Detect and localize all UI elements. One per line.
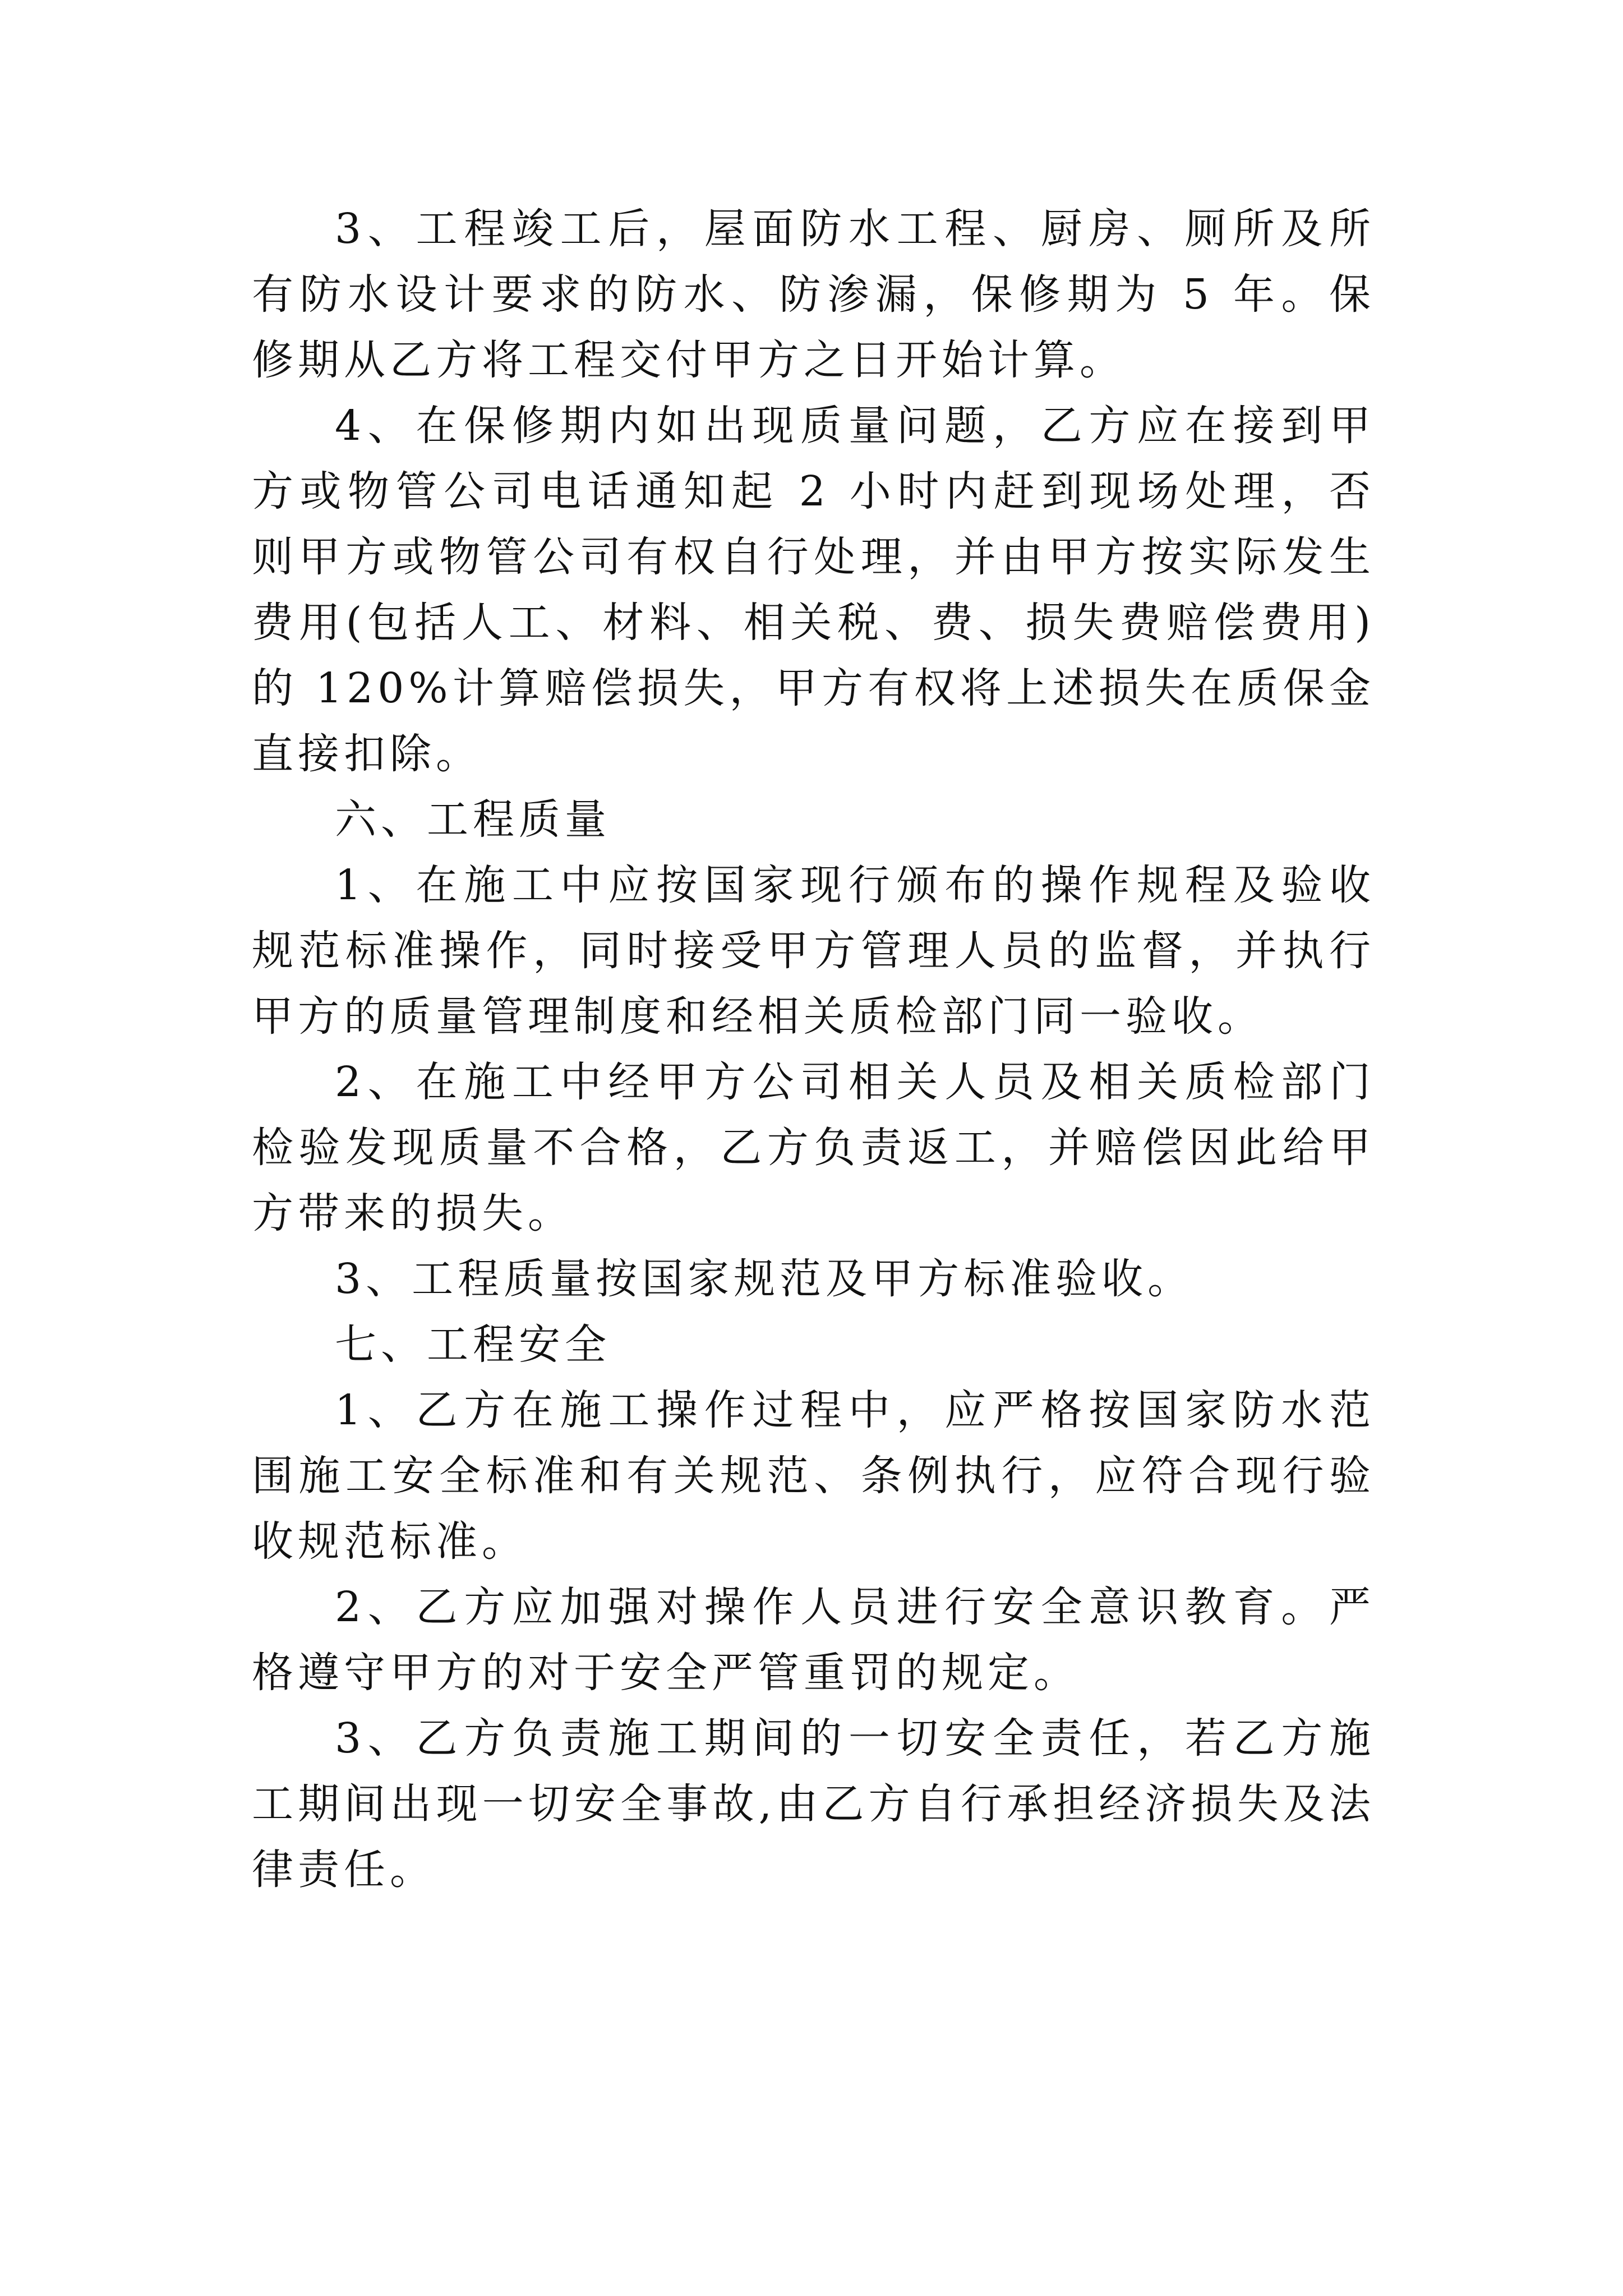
section-heading-7: 七、工程安全 xyxy=(335,1320,611,1369)
clause-7-2: 2、乙方应加强对操作人员进行安全意识教育。严格遵守甲方的对于安全严管重罚的规定。 xyxy=(252,1583,1375,1697)
clause-6-3: 3、工程质量按国家规范及甲方标准验收。 xyxy=(335,1255,1194,1303)
document-body xyxy=(252,196,1375,1903)
clause-7-1: 1、乙方在施工操作过程中，应严格按国家防水范围施工安全标准和有关规范、条例执行，应符合现行验收规范标准。 xyxy=(252,1386,1375,1566)
clause-5-3: 3、工程竣工后，屋面防水工程、厨房、厕所及所有防水设计要求的防水、防渗漏，保修期为 5 年。保修期从乙方将工程交付甲方之日开始计算。 xyxy=(252,205,1375,384)
clause-5-4: 4、在保修期内如出现质量问题，乙方应在接到甲方或物管公司电话通知起 2 小时内赶到现场处理，否则甲方或物管公司有权自行处理，并由甲方按实际发生费用(包括人工、材料、相关税、费、损失费赔偿费用)的 120%计算赔偿损失，甲方有权将上述损失在质保金直接扣除。 xyxy=(252,402,1375,778)
section-heading-6: 六、工程质量 xyxy=(335,795,611,844)
clause-7-3: 3、乙方负责施工期间的一切安全责任，若乙方施工期间出现一切安全事故,由乙方自行承担经济损失及法律责任。 xyxy=(252,1714,1375,1894)
clause-6-2: 2、在施工中经甲方公司相关人员及相关质检部门检验发现质量不合格，乙方负责返工，并赔偿因此给甲方带来的损失。 xyxy=(252,1058,1375,1237)
clause-6-1: 1、在施工中应按国家现行颁布的操作规程及验收规范标准操作，同时接受甲方管理人员的监督，并执行甲方的质量管理制度和经相关质检部门同一验收。 xyxy=(252,861,1375,1041)
